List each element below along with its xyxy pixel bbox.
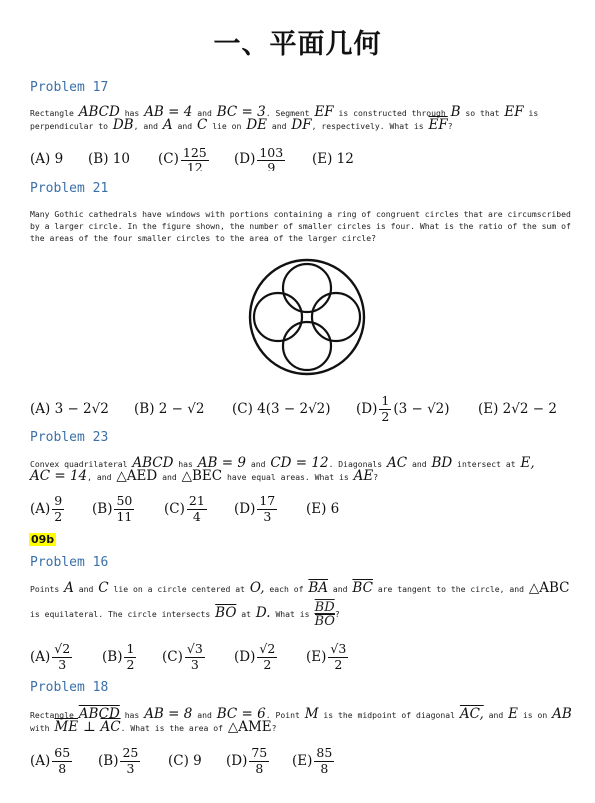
choice-e: (E) $\frac{√3}{2}$ — [306, 641, 347, 672]
small-circle-bottom — [283, 322, 331, 370]
choice-d: (D) $\frac{17}{3}$ — [234, 493, 276, 524]
choice-b: (B) $\frac{25}{3}$ — [98, 745, 139, 776]
problem-21-title: Problem 21 — [30, 181, 109, 196]
choice-b: (B) 10 — [88, 151, 130, 167]
choice-a: (A) $\frac{9}{2}$ — [30, 493, 63, 524]
choice-a: (A) 3 − 2√2 — [30, 401, 109, 417]
choice-d: (D) $\frac{103}{9}$ — [234, 144, 284, 172]
problem-17-title: Problem 17 — [30, 80, 109, 95]
problem-18-title: Problem 18 — [30, 680, 109, 695]
choice-a: (A) 9 — [30, 151, 64, 167]
small-circle-top — [283, 264, 331, 312]
choice-c: (C) $\frac{√3}{3}$ — [162, 641, 203, 672]
problem-23-title: Problem 23 — [30, 430, 109, 445]
large-circle — [250, 260, 364, 374]
problem-21-text: Many Gothic cathedrals have windows with portions containing a ring of congruent circles that are circumscribed by a larger circle. In the figure shown, the number of smaller circles is four. What is the ratio of the sum of the areas of the four smaller circles to the area of the larger circle? — [30, 209, 571, 243]
choice-d: (D) $\frac{√2}{2}$ — [234, 641, 276, 672]
choice-b: (B) $\frac{1}{2}$ — [102, 641, 135, 672]
choice-a: (A) $\frac{√2}{3}$ — [30, 641, 71, 672]
page-title: 一、平面几何 — [213, 29, 382, 60]
problem-23-text: Convex quadrilateral ABCD has AB = 9 and CD = 12. Diagonals AC and BD intersect at E, AC = 14, and △AED and △BEC have equal areas. What is AE? — [30, 455, 535, 484]
circles-figure — [248, 258, 366, 376]
small-circle-right — [312, 293, 360, 341]
problem-16-title: Problem 16 — [30, 555, 109, 570]
problem-16-text: Points A and C lie on a circle centered at O, each of $\overline{BA}$ and $\overline{BC}$ are tangent to the circle, and △ABC is equilateral. The circle intersects $\overline{BO}$ at D. What is $\frac{\overline{BD}}{BO}$ ? — [30, 580, 570, 629]
choice-b: (B) $\frac{50}{11}$ — [92, 493, 133, 524]
choice-e: (E) 2√2 − 2 — [478, 401, 557, 417]
choice-c: (C) $\frac{125}{12}$ — [158, 144, 207, 172]
choice-c: (C) $\frac{21}{4}$ — [164, 493, 205, 524]
choice-e: (E) 12 — [312, 151, 354, 167]
choice-e: (E) 6 — [306, 501, 340, 517]
choice-c: (C) 9 — [168, 753, 202, 769]
choice-c: (C) 4(3 − 2√2) — [232, 401, 331, 417]
problem-18-text: Rectangle ABCD has AB = 8 and BC = 6. Point M is the midpoint of diagonal AC, and E is on AB with $\overline{ME}$ ⊥ $\overline{AC}$. What is the area of △AME? — [30, 706, 572, 735]
choice-a: (A) $\frac{65}{8}$ — [30, 745, 71, 776]
small-circle-left — [254, 293, 302, 341]
choice-e: (E) $\frac{85}{8}$ — [292, 745, 333, 776]
choice-d: (D) $\frac{75}{8}$ — [226, 745, 268, 776]
choice-b: (B) 2 − √2 — [134, 401, 205, 417]
choice-d: (D) $\frac{1}{2}$ (3 − √2) — [356, 393, 450, 424]
section-label: 09b — [31, 533, 55, 546]
problem-17-text: Rectangle ABCD has AB = 4 and BC = 3. Segment EF is constructed through B so that EF is perpendicular to DB, and A and C lie on DE and DF, respectively. What is $\overline{EF}$? — [30, 104, 539, 133]
